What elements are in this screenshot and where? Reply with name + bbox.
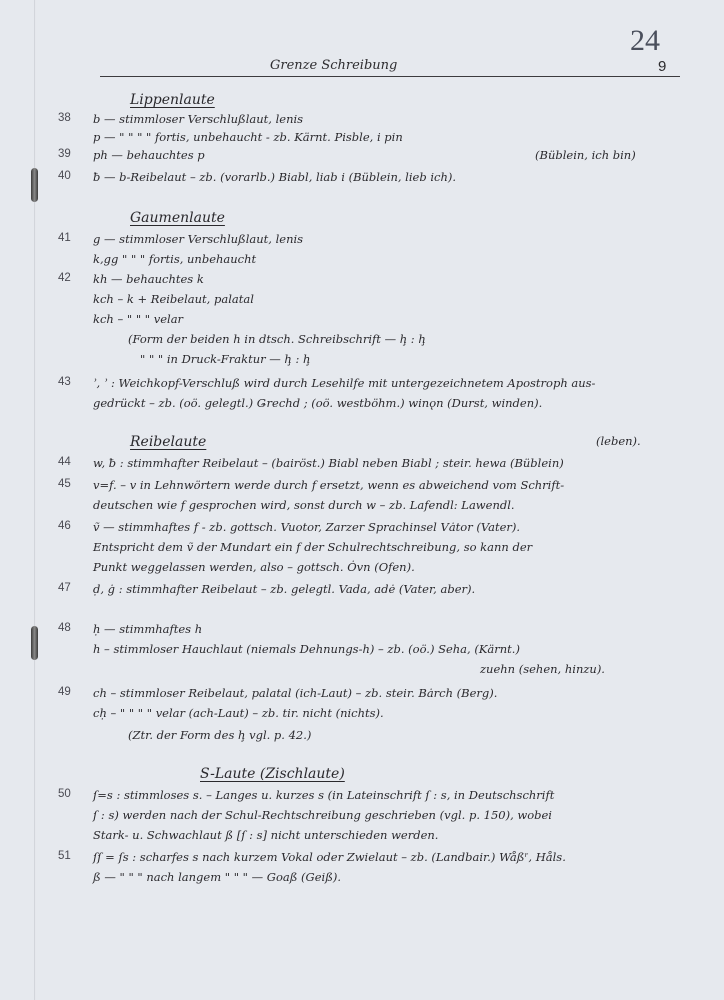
page-number: 9 <box>658 58 667 75</box>
line-text: Entspricht dem ṽ der Mundart ein f der Schulrechtschreibung, so kann der <box>93 540 533 554</box>
entry-number: 39 <box>58 148 71 160</box>
entry-number: 48 <box>58 622 71 634</box>
entry-number: 43 <box>58 376 71 388</box>
line-text: ſ : s) werden nach der Schul-Rechtschreibung geschrieben (vgl. p. 150), wobei <box>93 808 552 822</box>
text-line <box>0 642 724 664</box>
heading-text: Lippenlaute <box>130 92 215 108</box>
entry-number: 45 <box>58 478 71 490</box>
text-line <box>0 478 724 500</box>
text-line <box>0 788 724 810</box>
text-line <box>0 560 724 582</box>
line-text: kch – k + Reibelaut, palatal <box>93 292 254 306</box>
text-line <box>0 706 724 728</box>
heading-text: S-Laute (Zischlaute) <box>200 766 345 782</box>
margin-note: (leben). <box>596 434 641 448</box>
line-text: ƀ — b-Reibelaut – zb. (vorarlb.) Biabl, liab i (Büblein, lieb ich). <box>93 170 457 184</box>
line-text: kh — behauchtes k <box>93 272 204 286</box>
entry-number: 38 <box>58 112 71 124</box>
heading-text: Gaumenlaute <box>130 210 225 226</box>
entry-number: 40 <box>58 170 71 182</box>
entry-number: 46 <box>58 520 71 532</box>
line-text: Punkt weggelassen werden, also – gottsch. Ȯvn (Ofen). <box>93 560 415 574</box>
text-line <box>0 582 724 604</box>
section-heading <box>0 766 724 788</box>
line-text: k,gg " " " fortis, unbehaucht <box>93 252 257 266</box>
running-header-title: Grenze Schreibung <box>270 58 398 73</box>
line-text: ſſ = ſs : scharfes s nach kurzem Vokal oder Zwielaut – zb. (Landbair.) Wåßʳ, Håls. <box>93 850 566 864</box>
line-text: g — stimmloser Verschlußlaut, lenis <box>93 232 304 246</box>
text-line <box>0 686 724 708</box>
text-line <box>0 662 724 684</box>
section-heading <box>0 92 724 114</box>
text-line <box>0 232 724 254</box>
line-text: kch – " " " velar <box>93 312 184 326</box>
entry-number: 47 <box>58 582 71 594</box>
section-heading <box>0 210 724 232</box>
entry-number: 50 <box>58 788 71 800</box>
text-line <box>0 332 724 354</box>
text-line <box>0 808 724 830</box>
entry-number: 49 <box>58 686 71 698</box>
line-text: ſ=s : stimmloses s. – Langes u. kurzes s (in Lateinschrift ſ : s, in Deutschschrift <box>93 788 555 802</box>
line-text: ph — behauchtes p <box>93 148 205 162</box>
text-line <box>0 622 724 644</box>
text-line <box>0 540 724 562</box>
line-text: gedrückt – zb. (oö. gelegtl.) Ǥrechd ; (oö. westböhm.) winǫn (Durst, winden). <box>93 396 543 410</box>
text-line <box>0 520 724 542</box>
line-text: (Ztr. der Form des ḩ vgl. p. 42.) <box>128 728 312 742</box>
line-text: ḍ, ġ : stimmhafter Reibelaut – zb. gelegtl. Vada, adė (Vater, aber). <box>93 582 476 596</box>
text-line <box>0 728 724 750</box>
line-text: cḥ – " " " " velar (ach-Laut) – zb. tir. nicht (nichts). <box>93 706 384 720</box>
section-heading <box>0 434 724 456</box>
text-line <box>0 456 724 478</box>
line-text: h – stimmloser Hauchlaut (niemals Dehnungs-h) – zb. (oö.) Seha, (Kärnt.) <box>93 642 520 656</box>
line-text: w, ƀ : stimmhafter Reibelaut – (bairöst.) Biabl neben Biabl ; steir. hewa (Büblein) <box>93 456 564 470</box>
line-text: (Form der beiden h in dtsch. Schreibschrift — ḩ : ḩ <box>128 332 426 346</box>
text-line <box>0 252 724 274</box>
line-text: ḥ — stimmhaftes h <box>93 622 203 636</box>
line-text: Stark- u. Schwachlaut ß [ſ : s] nicht unterschieden werden. <box>93 828 439 842</box>
text-line <box>0 870 724 892</box>
entry-number: 41 <box>58 232 71 244</box>
margin-note: (Büblein, ich bin) <box>535 148 636 162</box>
folio-number: 24 <box>630 24 660 57</box>
line-text: ß — " " " nach langem " " " — Goaß (Geiß). <box>93 870 342 884</box>
line-text: v=f. – v in Lehnwörtern werde durch f ersetzt, wenn es abweichend vom Schrift- <box>93 478 565 492</box>
line-text: zuehn (sehen, hinzu). <box>480 662 605 676</box>
line-text: " " " in Druck-Fraktur — ḩ : ḩ <box>140 352 311 366</box>
text-line <box>0 292 724 314</box>
entry-number: 51 <box>58 850 71 862</box>
line-text: p — " " " " fortis, unbehaucht - zb. Kärnt. Pisble, i pin <box>93 130 403 144</box>
line-text: b — stimmloser Verschlußlaut, lenis <box>93 112 304 126</box>
entry-number: 44 <box>58 456 71 468</box>
line-text: deutschen wie f gesprochen wird, sonst durch w – zb. Lafendl: Lawendl. <box>93 498 515 512</box>
entry-number: 42 <box>58 272 71 284</box>
line-text: ʾ, ʾ : Weichkopf-Verschluß wird durch Lesehilfe mit untergezeichnetem Apostroph aus- <box>93 376 596 390</box>
text-line <box>0 148 724 170</box>
text-line <box>0 850 724 872</box>
text-line <box>0 376 724 398</box>
text-line <box>0 498 724 520</box>
text-line <box>0 272 724 294</box>
text-line <box>0 352 724 374</box>
line-text: ṽ — stimmhaftes f - zb. gottsch. Vuotor, Zarzer Sprachinsel Vȧtor (Vater). <box>93 520 521 534</box>
header-rule <box>100 76 680 77</box>
text-line <box>0 396 724 418</box>
text-line <box>0 312 724 334</box>
heading-text: Reibelaute <box>130 434 207 450</box>
text-line <box>0 828 724 850</box>
text-line <box>0 170 724 192</box>
line-text: ch – stimmloser Reibelaut, palatal (ich-Laut) – zb. steir. Bȧrch (Berg). <box>93 686 498 700</box>
